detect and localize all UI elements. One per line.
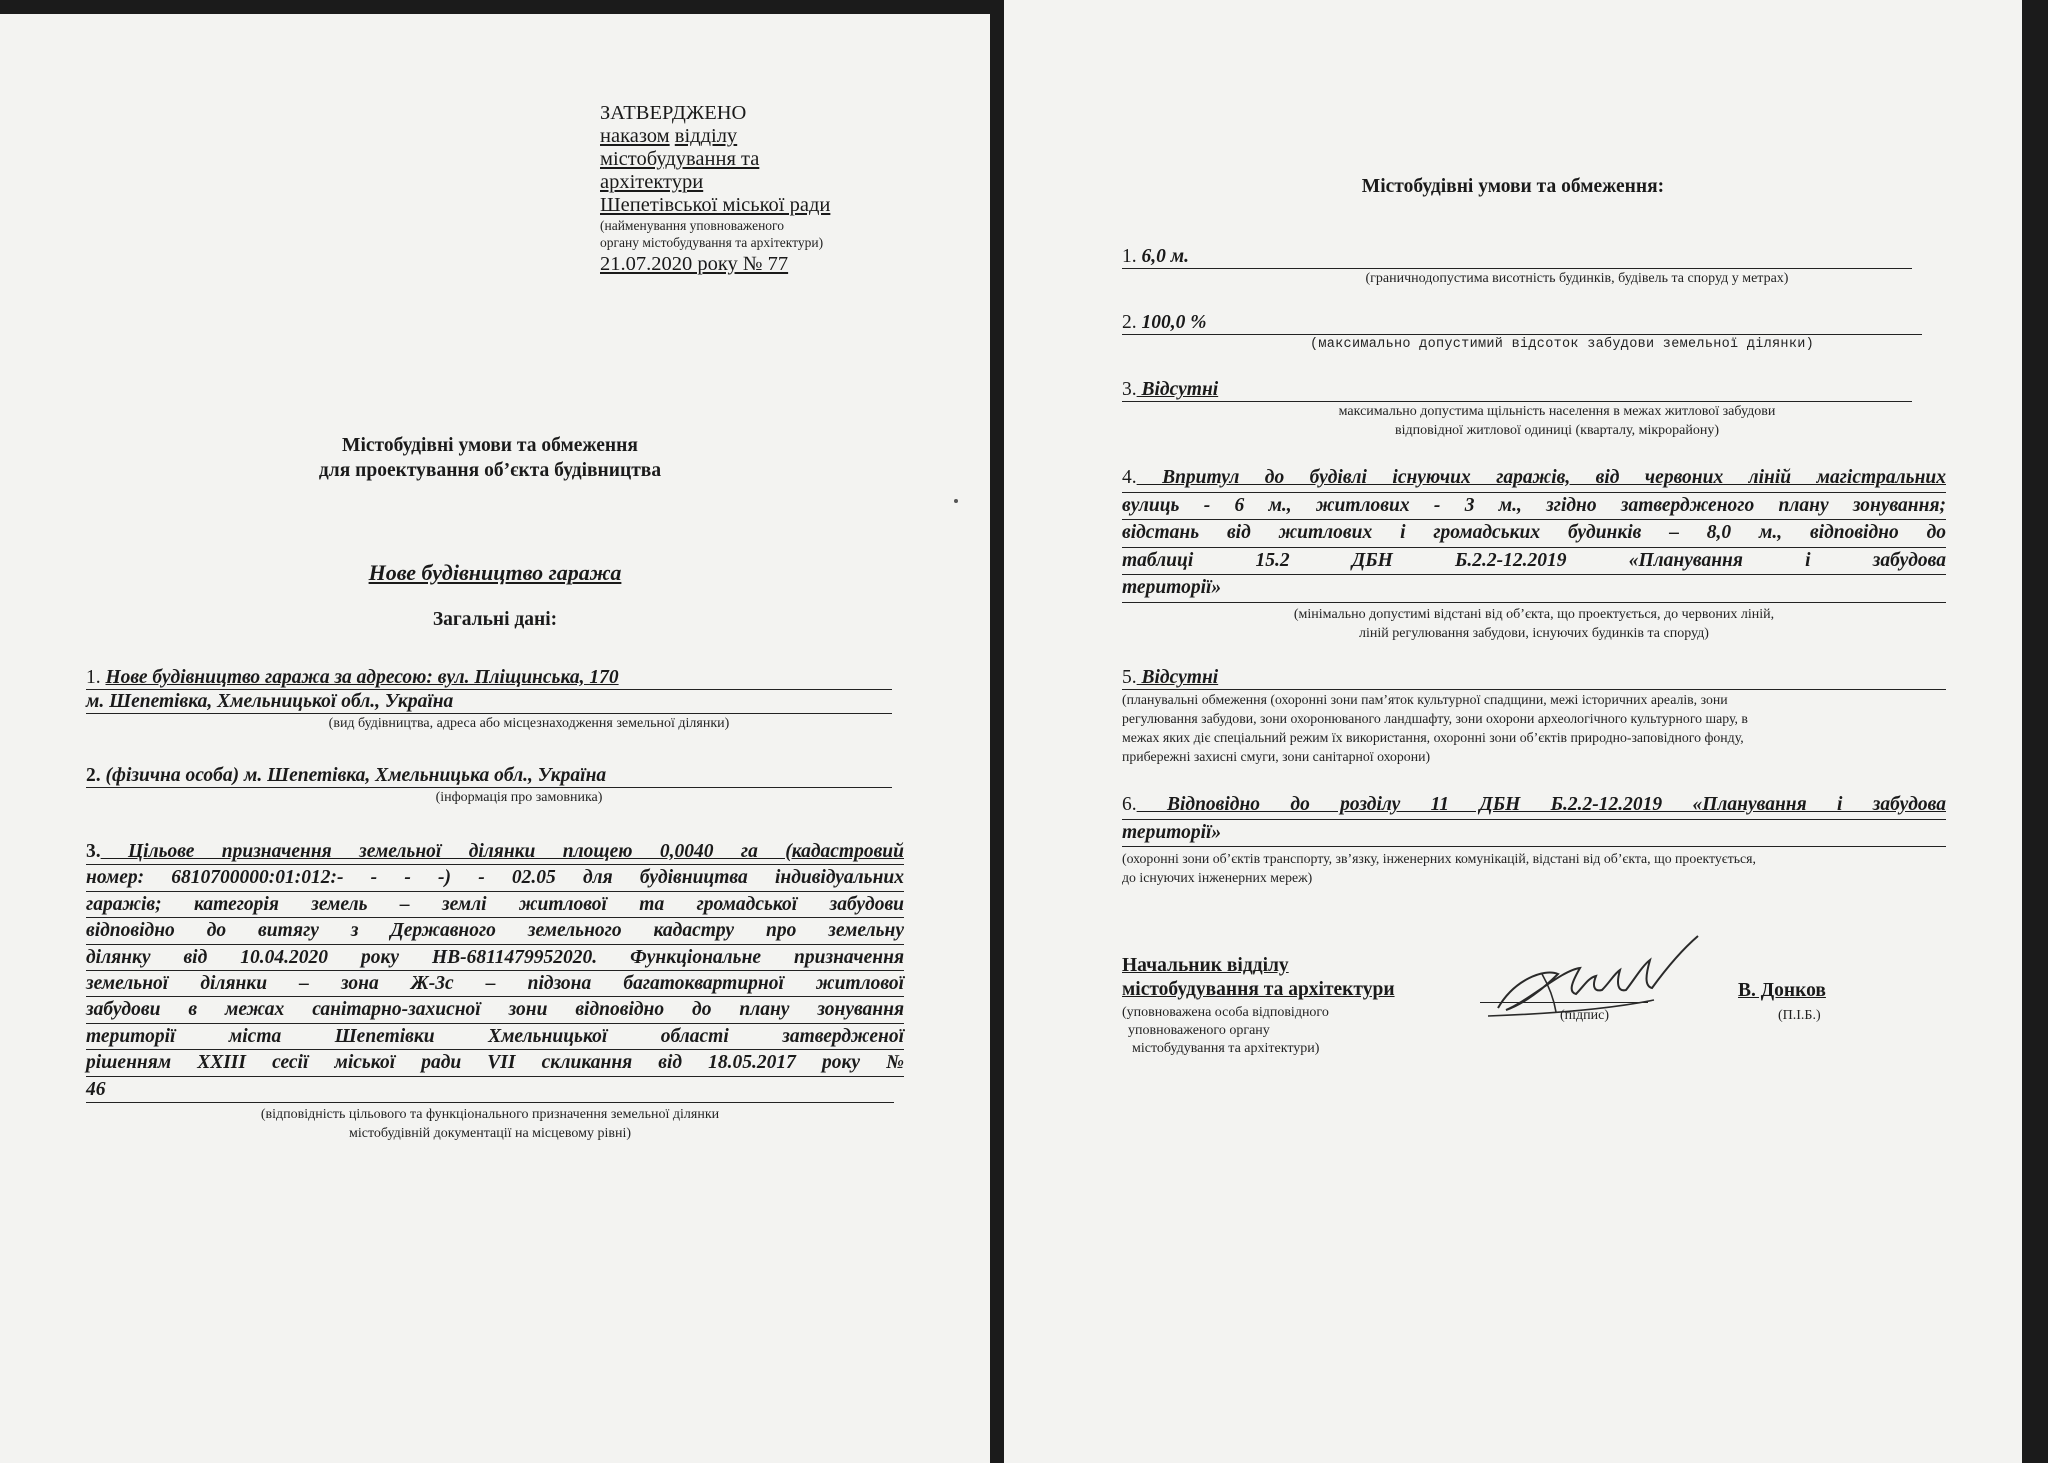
restrictions-heading: Містобудівні умови та обмеження:	[1361, 176, 1665, 197]
item2-text: (фізична особа) м. Шепетівка, Хмельницька обл., Україна	[100, 765, 607, 786]
heading-line1: Містобудівні умови та обмеження	[342, 435, 638, 456]
general-item-3: 3. Цільове призначення земельної ділянки площею 0,0040 га (кадастровий номер: 6810700000:01:012:- - - -) - 02.05 для будівництва індивідуальних гаражів; категорія земель – землі житлової та громадської забудови відповідно до витягу з Державного земельного кадастру про земельну ділянку від 10.04.2020 року НВ-6811479952020. Функціональне призначення земельної ділянки – зона Ж-3с – підзона багатоквартирної житлової забудови в межах санітарно-захисної зони відповідно до плану зонування території міста Шепетівки Хмельницької області затвердженої рішенням XXIII сесії міської ради VII скликання від 18.05.2017 року № 46 (відповідність цільового та функціонального призначення земельної ділянки містобудівній документації на місцевому рівні)	[86, 841, 904, 1142]
item5-hint-line: регулювання забудови, зони охоронюваного ландшафту, зони охорони археологічного культурного шару, в	[1122, 711, 1748, 726]
restriction-item-3: 3. Відсутні максимально допустима щільність населення в межах житлової забудови відповідної житлової одиниці (кварталу, мікрорайону)	[1122, 378, 1922, 440]
signatory-role-hint: (уповноважена особа відповідного уповноваженого органу містобудування та архітектури)	[1122, 1005, 1329, 1056]
signature-hint: (підпис)	[1560, 1008, 1610, 1023]
restriction-item-1: 1. 6,0 м. (граничнодопустима висотність будинків, будівель та споруд у метрах)	[1122, 245, 1914, 288]
item3-hint2: відповідної житлової одиниці (кварталу, мікрорайону)	[1394, 423, 1720, 438]
approval-hint2: органу містобудування та архітектури)	[600, 235, 824, 250]
heading-line2: для проектування об’єкта будівництва	[318, 460, 662, 481]
item3-line: забудови в межах санітарно-захисної зони відповідно до плану зонування	[86, 997, 904, 1023]
document-heading	[200, 433, 780, 483]
item1-value: 6,0 м.	[1136, 246, 1189, 267]
restriction-item-5: 5. Відсутні (планувальні обмеження (охоронні зони пам’яток культурної спадщини, межі історичних ареалів, зони регулювання забудови, зони охоронюваного ландшафту, зони охорони археологічного культурного шару, в межах яких діє спеціальний режим їх використання, охоронні зони об’єктів природно-заповідного фонду, прибережні захисні смуги, зони санітарної охорони)	[1122, 666, 1946, 766]
item3-hint1: максимально допустима щільність населення в межах житлової забудови	[1338, 404, 1776, 419]
approval-line1: наказом відділу	[600, 125, 738, 147]
approval-block	[600, 102, 830, 276]
item4-hint2: ліній регулювання забудови, існуючих будинків та споруд)	[1359, 625, 1709, 641]
item4-line: Впритул до будівлі існуючих гаражів, від червоних ліній магістральних	[1136, 467, 1946, 488]
item5-hint-line: (планувальні обмеження (охоронні зони пам’яток культурної спадщини, межі історичних ареалів, зони	[1122, 692, 1728, 707]
item3-line: Цільове призначення земельної ділянки площею 0,0040 га (кадастровий	[100, 841, 904, 862]
restriction-item-4: 4. Впритул до будівлі існуючих гаражів, від червоних ліній магістральних вулиць - 6 м., житлових - 3 м., згідно затвердженого плану зонування; відстань від житлових і громадських будинків – 8,0 м., відповідно до таблиці 15.2 ДБН Б.2.2-12.2019 «Планування і забудова території» (мінімально допустимі відстані від об’єкта, що проектується, до червоних ліній, ліній регулювання забудови, існуючих будинків та споруд)	[1122, 467, 1946, 641]
item3-line: відповідно до витягу з Державного земельного кадастру про земельну	[86, 918, 904, 944]
signatory-role	[1122, 954, 1395, 1002]
approval-line2: містобудування та	[600, 148, 760, 170]
item3-hint2: містобудівній документації на місцевому рівні)	[348, 1126, 631, 1142]
item4-line: території»	[1122, 575, 1946, 603]
signatory-name-hint: (П.І.Б.)	[1778, 1008, 1821, 1023]
item1-hint: (вид будівництва, адреса або місцезнаходження земельної ділянки)	[328, 716, 730, 731]
item4-hint1: (мінімально допустимі відстані від об’єкта, що проектується, до червоних ліній,	[1293, 606, 1775, 622]
item1-line2: м. Шепетівка, Хмельницької обл., Україна	[86, 690, 892, 714]
item3-hint1: (відповідність цільового та функціонального призначення земельної ділянки	[260, 1107, 720, 1123]
item2-hint: (максимально допустимий відсоток забудови земельної ділянки)	[1309, 337, 1815, 352]
approval-line4: Шепетівської міської ради	[600, 194, 831, 216]
scan-dot	[954, 499, 958, 503]
item3-line: 46	[86, 1077, 894, 1103]
item3-line: земельної ділянки – зона Ж-3с – підзона багатоквартирної житлової	[86, 971, 904, 997]
item4-line: таблиці 15.2 ДБН Б.2.2-12.2019 «Планування і забудова	[1122, 548, 1946, 576]
item6-hint2: до існуючих інженерних мереж)	[1122, 870, 1313, 885]
item2-hint: (інформація про замовника)	[435, 790, 603, 805]
item6-hint1: (охоронні зони об’єктів транспорту, зв’язку, інженерних комунікацій, відстані від об’єкта, що проектується,	[1122, 851, 1756, 866]
signatory-role-line2: містобудування та архітектури	[1122, 979, 1395, 1000]
approval-date: 21.07.2020 року № 77	[600, 253, 789, 275]
item4-line: вулиць - 6 м., житлових - 3 м., згідно затвердженого плану зонування;	[1122, 493, 1946, 521]
item2-value: 100,0 %	[1136, 312, 1207, 333]
approval-title: ЗАТВЕРДЖЕНО	[600, 102, 747, 124]
item6-line: Відповідно до розділу 11 ДБН Б.2.2-12.2019 «Планування і забудова	[1136, 794, 1946, 815]
general-title: Загальні дані:	[432, 609, 558, 630]
item4-line: відстань від житлових і громадських будинків – 8,0 м., відповідно до	[1122, 520, 1946, 548]
item5-hint-line: межах яких діє спеціальний режим їх використання, охоронні зони об’єктів природно-заповідного фонду,	[1122, 730, 1744, 745]
item3-value: Відсутні	[1136, 379, 1219, 400]
item3-line: номер: 6810700000:01:012:- - - -) - 02.05 для будівництва індивідуальних	[86, 865, 904, 891]
restriction-item-6: 6. Відповідно до розділу 11 ДБН Б.2.2-12.2019 «Планування і забудова території» (охоронні зони об’єктів транспорту, зв’язку, інженерних комунікацій, відстані від об’єкта, що проектується, до існуючих інженерних мереж)	[1122, 794, 1946, 885]
item1-line1: Нове будівництво гаража за адресою: вул. Пліщинська, 170	[105, 667, 619, 688]
signatory-name: В. Донков	[1738, 980, 1826, 1001]
right-page	[1004, 0, 2022, 1463]
item3-line: гаражів; категорія земель – землі житлової та громадської забудови	[86, 892, 904, 918]
item5-value: Відсутні	[1136, 667, 1219, 688]
object-name: Нове будівництво гаража	[368, 560, 622, 585]
restriction-item-2: 2. 100,0 % (максимально допустимий відсоток забудови земельної ділянки)	[1122, 311, 1922, 354]
left-page	[0, 14, 990, 1463]
approval-line3: архітектури	[600, 171, 704, 193]
item3-line: ділянку від 10.04.2020 року НВ-6811479952020. Функціональне призначення	[86, 945, 904, 971]
approval-hint1: (найменування уповноваженого	[600, 218, 784, 233]
signatory-role-line1: Начальник відділу	[1122, 955, 1289, 976]
general-item-2: 2. (фізична особа) м. Шепетівка, Хмельницька обл., Україна (інформація про замовника)	[86, 764, 892, 807]
item3-line: рішенням XXIII сесії міської ради VII скликання від 18.05.2017 року №	[86, 1050, 904, 1076]
item5-hint-line: прибережні захисні смуги, зони санітарної охорони)	[1122, 749, 1431, 764]
item6-line: території»	[1122, 820, 1946, 848]
item3-line: території міста Шепетівки Хмельницької області затвердженої	[86, 1024, 904, 1050]
general-item-1: 1. Нове будівництво гаража за адресою: вул. Пліщинська, 170 м. Шепетівка, Хмельницької обл., Україна (вид будівництва, адреса або місцезнаходження земельної ділянки)	[86, 666, 892, 733]
item1-hint: (граничнодопустима висотність будинків, будівель та споруд у метрах)	[1365, 271, 1789, 286]
